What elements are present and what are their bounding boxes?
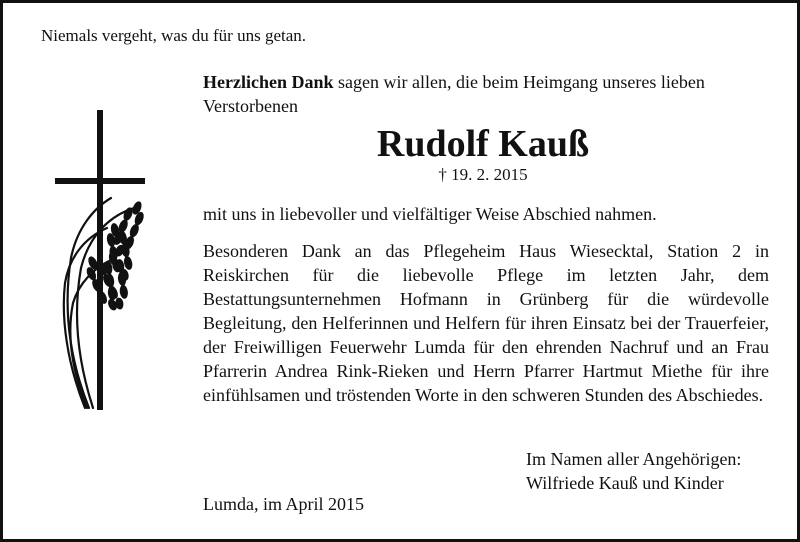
deceased-name: Rudolf Kauß — [376, 123, 590, 165]
signature-line-1: Im Namen aller Angehörigen: — [526, 449, 742, 469]
thanks-paragraph: Besonderen Dank an das Pflegeheim Haus Wiesecktal, Station 2 in Reiskirchen für die liebevolle Pflege im letzten Jahr, dem Bestattungsunternehmen Hofmann in Grünberg für die würdevolle Begleitung, den Helferinnen und Helfern für ihren Einsatz bei der Trauerfeier, der Freiwilligen Feuerwehr Lumda für den ehrenden Nachruf und an Frau Pfarrerin Andrea Rink-Rieken und Herrn Pfarrer Hartmut Miethe für ihre einfühlsamen und tröstenden Worte in den schweren Stunden des Abschiedes. — [203, 241, 769, 405]
cross-with-wheat-icon — [49, 108, 169, 413]
motto-text: Niemals vergeht, was du für uns getan. — [41, 26, 307, 45]
place-date: Lumda, im April 2015 — [203, 494, 364, 514]
signature-line-2: Wilfriede Kauß und Kinder — [526, 473, 724, 493]
intro-text — [203, 70, 763, 118]
intro-bold: Herzlichen Dank — [203, 72, 334, 92]
death-date: † 19. 2. 2015 — [438, 165, 528, 184]
farewell-text: mit uns in liebevoller und vielfältiger Weise Abschied nahmen. — [203, 204, 657, 224]
signature-block — [526, 447, 741, 495]
intro-rest: sagen wir allen, die beim Heimgang unseres lieben Verstorbenen — [203, 72, 705, 116]
